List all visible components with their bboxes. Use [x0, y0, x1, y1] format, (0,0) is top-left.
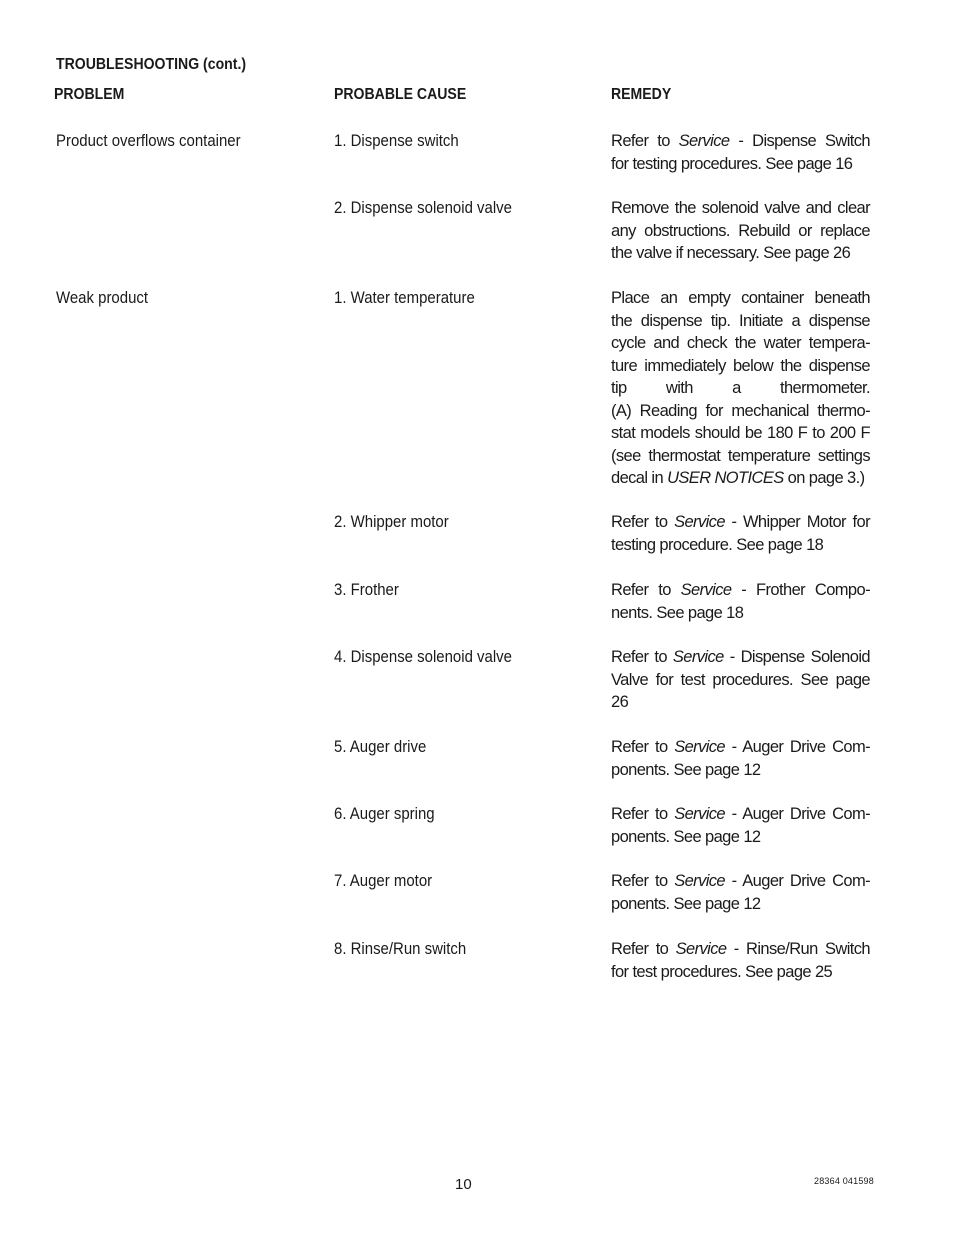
remedy-line: ponents. See page 12	[611, 827, 761, 846]
remedy-line: ponents. See page 12	[611, 894, 761, 913]
problem-text: Weak product	[56, 288, 149, 307]
remedy-text	[611, 870, 870, 915]
probable-cause-text: 2. Whipper motor	[334, 512, 449, 531]
remedy-line: tip with a thermometer.	[611, 379, 870, 397]
remedy-line: Refer to Service - Dispense Solenoid	[611, 648, 870, 666]
remedy-text	[611, 197, 870, 265]
remedy-line: ponents. See page 12	[611, 760, 761, 779]
remedy-line: Refer to Service - Whipper Motor for	[611, 513, 870, 531]
remedy-text	[611, 287, 870, 490]
remedy-line: Refer to Service - Frother Compo-	[611, 581, 870, 599]
column-header-problem: PROBLEM	[54, 86, 125, 103]
remedy-line: ture immediately below the dispense	[611, 356, 870, 375]
remedy-line: (see thermostat temperature settings	[611, 446, 870, 465]
remedy-line: for testing procedures. See page 16	[611, 154, 853, 173]
remedy-line: the valve if necessary. See page 26	[611, 244, 851, 262]
remedy-line: (A) Reading for mechanical thermo-	[611, 401, 870, 420]
remedy-text	[611, 938, 870, 983]
remedy-line: 26	[611, 693, 629, 711]
column-header-probable-cause: PROBABLE CAUSE	[334, 86, 467, 103]
probable-cause-text: 7. Auger motor	[334, 871, 433, 890]
remedy-line: Valve for test procedures. See page	[611, 670, 870, 689]
probable-cause-text: 3. Frother	[334, 580, 399, 599]
section-title: TROUBLESHOOTING (cont.)	[56, 56, 247, 73]
remedy-text	[611, 130, 870, 175]
remedy-line: Place an empty container beneath	[611, 289, 870, 307]
remedy-line: any obstructions. Rebuild or replace	[611, 221, 870, 240]
remedy-line: testing procedure. See page 18	[611, 535, 824, 554]
remedy-line: for test procedures. See page 25	[611, 962, 833, 981]
remedy-line: stat models should be 180 F to 200 F	[611, 424, 870, 442]
column-header-remedy: REMEDY	[611, 86, 672, 103]
problem-text: Product overflows container	[56, 131, 241, 150]
remedy-text	[611, 511, 870, 556]
probable-cause-text: 4. Dispense solenoid valve	[334, 647, 512, 666]
remedy-line: Refer to Service - Dispense Switch	[611, 132, 870, 150]
probable-cause-text: 6. Auger spring	[334, 804, 435, 823]
remedy-text	[611, 736, 870, 781]
remedy-text	[611, 579, 870, 624]
document-code: 28364 041598	[814, 1176, 874, 1186]
remedy-line: Remove the solenoid valve and clear	[611, 199, 870, 217]
remedy-line: the dispense tip. Initiate a dispense	[611, 311, 870, 330]
page-number: 10	[455, 1176, 472, 1193]
remedy-line: Refer to Service - Auger Drive Com-	[611, 872, 870, 890]
probable-cause-text: 8. Rinse/Run switch	[334, 939, 467, 958]
remedy-line: nents. See page 18	[611, 603, 744, 622]
remedy-line: Refer to Service - Rinse/Run Switch	[611, 940, 870, 958]
remedy-line: Refer to Service - Auger Drive Com-	[611, 805, 870, 823]
remedy-line: cycle and check the water tempera-	[611, 334, 870, 352]
probable-cause-text: 1. Water temperature	[334, 288, 475, 307]
remedy-text	[611, 803, 870, 848]
probable-cause-text: 2. Dispense solenoid valve	[334, 198, 512, 217]
probable-cause-text: 1. Dispense switch	[334, 131, 459, 150]
remedy-text	[611, 646, 870, 714]
probable-cause-text: 5. Auger drive	[334, 737, 427, 756]
remedy-line: Refer to Service - Auger Drive Com-	[611, 738, 870, 756]
remedy-line: decal in USER NOTICES on page 3.)	[611, 469, 865, 487]
